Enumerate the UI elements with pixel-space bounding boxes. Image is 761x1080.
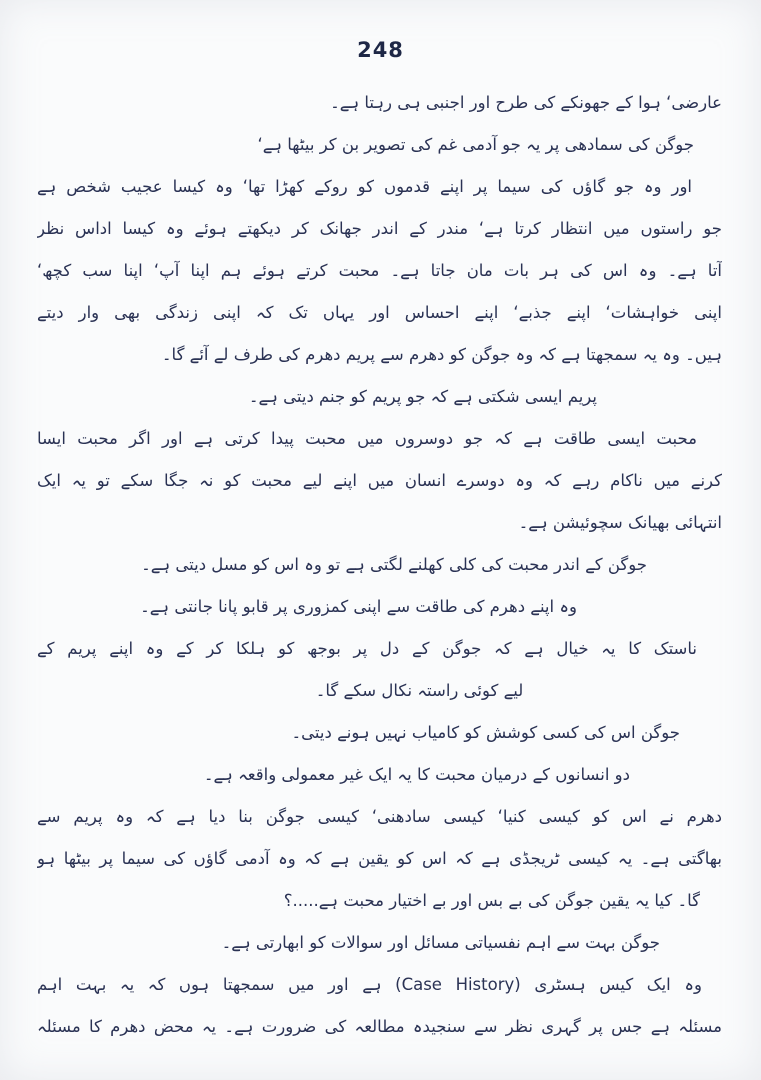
text-line: مسئلہ ہے جس پر گہری نظر سے سنجیدہ مطالعہ کی ضرورت ہے۔ یہ محض دھرم کا مسئلہ	[37, 1017, 722, 1036]
text-line: اپنی خواہشات‘ اپنے جذبے‘ اپنے احساس اور یہاں تک کہ اپنی زندگی بھی وار دیتے	[37, 303, 722, 322]
text-line: جوگن کے اندر محبت کی کلی کھلنے لگتی ہے تو وہ اس کو مسل دیتی ہے۔	[141, 555, 647, 574]
text-line: جوگن اس کی کسی کوشش کو کامیاب نہیں ہونے دیتی۔	[291, 723, 680, 742]
text-line: وہ ایک کیس ہسٹری (Case History) ہے اور میں سمجھتا ہوں کہ یہ بہت اہم	[37, 975, 702, 994]
text-line: جو راستوں میں انتظار کرتا ہے‘ مندر کے اندر جھانک کر دیکھتے ہوئے وہ کیسا اداس نظر	[37, 219, 722, 238]
text-line: لیے کوئی راستہ نکال سکے گا۔	[315, 681, 524, 700]
text-line: وہ اپنے دھرم کی طاقت سے اپنی کمزوری پر قابو پانا جانتی ہے۔	[140, 597, 577, 616]
text-line: اور وہ جو گاؤں کی سیما پر اپنے قدموں کو روکے کھڑا تھا‘ وہ کیسا عجیب شخص ہے	[37, 177, 692, 196]
text-line: ناستک کا یہ خیال ہے کہ جوگن کے دل پر بوجھ کو ہلکا کر کے وہ اپنے پریم کے	[37, 639, 697, 658]
text-line: دھرم نے اس کو کیسی کنیا‘ کیسی سادھنی‘ کیسی جوگن بنا دیا ہے کہ وہ پریم سے	[37, 807, 722, 826]
page-number: 248	[357, 38, 404, 62]
text-line: محبت ایسی طاقت ہے کہ جو دوسروں میں محبت پیدا کرتی ہے اور اگر محبت ایسا	[37, 429, 697, 448]
text-line: آتا ہے۔ وہ اس کی ہر بات مان جاتا ہے۔ محبت کرتے ہوئے ہم اپنا آپ‘ اپنا سب کچھ‘	[37, 261, 722, 280]
text-line: گا۔ کیا یہ یقین جوگن کی بے بس اور بے اختیار محبت ہے.....؟	[283, 891, 700, 910]
text-line: جوگن کی سمادھی پر یہ جو آدمی غم کی تصویر بن کر بیٹھا ہے‘	[257, 135, 694, 154]
text-line: عارضی‘ ہوا کے جھونکے کی طرح اور اجنبی ہی رہتا ہے۔	[330, 93, 722, 112]
text-line: جوگن بہت سے اہم نفسیاتی مسائل اور سوالات کو ابھارتی ہے۔	[221, 933, 660, 952]
text-line: ہیں۔ وہ یہ سمجھتا ہے کہ وہ جوگن کو دھرم سے پریم دھرم کی طرف لے آئے گا۔	[161, 345, 722, 364]
text-line: کرنے میں ناکام رہے کہ وہ دوسرے انسان میں اپنے لیے محبت کو نہ جگا سکے تو یہ ایک	[37, 471, 722, 490]
body-text	[37, 82, 722, 1048]
text-line: پریم ایسی شکتی ہے کہ جو پریم کو جنم دیتی ہے۔	[248, 387, 597, 406]
text-line: انتہائی بھیانک سچوئیشن ہے۔	[518, 513, 722, 532]
text-line: بھاگتی ہے۔ یہ کیسی ٹریجڈی ہے کہ اس کو یقین ہے کہ وہ آدمی گاؤں کی سیما پر بیٹھا ہو	[37, 849, 722, 868]
text-line: دو انسانوں کے درمیان محبت کا یہ ایک غیر معمولی واقعہ ہے۔	[203, 765, 630, 784]
